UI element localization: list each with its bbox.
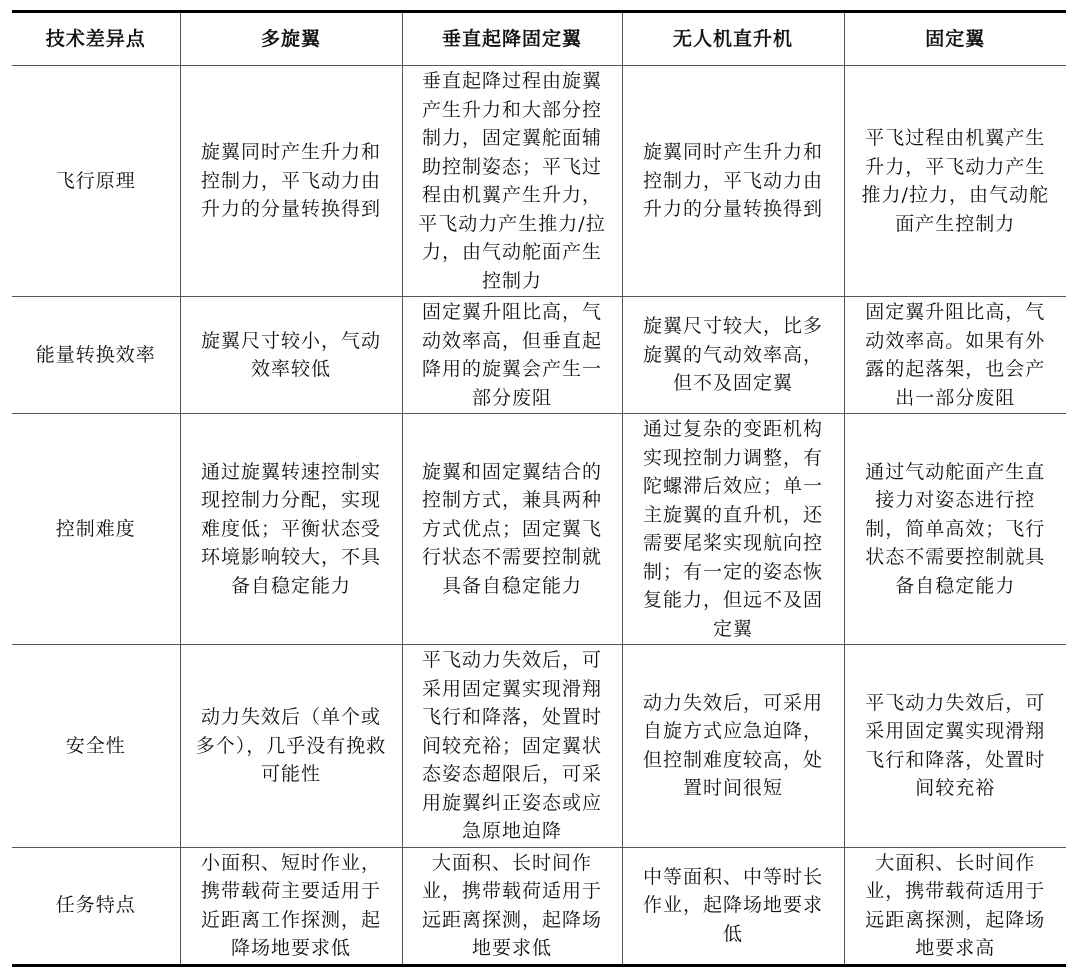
header-fixed-wing: 固定翼 — [844, 12, 1066, 66]
table-cell: 中等面积、中等时长作业，起降场地要求低 — [622, 847, 844, 965]
table-cell: 旋翼同时产生升力和控制力，平飞动力由升力的分量转换得到 — [180, 66, 402, 297]
table-cell: 动力失效后（单个或多个），几乎没有挽救可能性 — [180, 645, 402, 848]
table-cell: 大面积、长时间作业，携带载荷适用于远距离探测，起降场地要求高 — [844, 847, 1066, 965]
table-row — [12, 645, 1066, 848]
table-cell: 平飞动力失效后，可采用固定翼实现滑翔飞行和降落，处置时间较充裕 — [844, 645, 1066, 848]
table-cell: 平飞过程由机翼产生升力，平飞动力产生推力/拉力，由气动舵面产生控制力 — [844, 66, 1066, 297]
table-cell: 动力失效后，可采用自旋方式应急迫降，但控制难度较高，处置时间很短 — [622, 645, 844, 848]
table-cell: 固定翼升阻比高，气动效率高，但垂直起降用的旋翼会产生一部分废阻 — [402, 297, 622, 414]
table-row — [12, 66, 1066, 297]
table-cell: 通过复杂的变距机构实现控制力调整，有陀螺滞后效应；单一主旋翼的直升机，还需要尾桨实现航向控制；有一定的姿态恢复能力，但远不及固定翼 — [622, 414, 844, 645]
row-label-safety: 安全性 — [12, 645, 180, 848]
table-cell: 旋翼尺寸较大，比多旋翼的气动效率高，但不及固定翼 — [622, 297, 844, 414]
table-cell: 通过气动舵面产生直接力对姿态进行控制，简单高效；飞行状态不需要控制就具备自稳定能力 — [844, 414, 1066, 645]
table-cell: 固定翼升阻比高，气动效率高。如果有外露的起落架，也会产出一部分废阻 — [844, 297, 1066, 414]
table-cell: 旋翼尺寸较小，气动效率较低 — [180, 297, 402, 414]
table-cell: 旋翼同时产生升力和控制力，平飞动力由升力的分量转换得到 — [622, 66, 844, 297]
table-header-row — [12, 12, 1066, 66]
header-multirotor: 多旋翼 — [180, 12, 402, 66]
table-row — [12, 414, 1066, 645]
table-cell: 垂直起降过程由旋翼产生升力和大部分控制力，固定翼舵面辅助控制姿态；平飞过程由机翼产生升力，平飞动力产生推力/拉力，由气动舵面产生控制力 — [402, 66, 622, 297]
row-label-control-difficulty: 控制难度 — [12, 414, 180, 645]
table-cell: 旋翼和固定翼结合的控制方式，兼具两种方式优点；固定翼飞行状态不需要控制就具备自稳定能力 — [402, 414, 622, 645]
header-uav-helicopter: 无人机直升机 — [622, 12, 844, 66]
table-row — [12, 847, 1066, 965]
header-technical-difference: 技术差异点 — [12, 12, 180, 66]
table-cell: 小面积、短时作业，携带载荷主要适用于近距离工作探测，起降场地要求低 — [180, 847, 402, 965]
table-cell: 平飞动力失效后，可采用固定翼实现滑翔飞行和降落，处置时间较充裕；固定翼状态姿态超限后，可采用旋翼纠正姿态或应急原地迫降 — [402, 645, 622, 848]
row-label-flight-principle: 飞行原理 — [12, 66, 180, 297]
table-row — [12, 297, 1066, 414]
uav-comparison-table — [12, 10, 1066, 967]
header-vtol-fixed-wing: 垂直起降固定翼 — [402, 12, 622, 66]
row-label-energy-efficiency: 能量转换效率 — [12, 297, 180, 414]
table-cell: 通过旋翼转速控制实现控制力分配，实现难度低；平衡状态受环境影响较大，不具备自稳定能力 — [180, 414, 402, 645]
comparison-table-container — [12, 10, 1066, 967]
row-label-mission-characteristics: 任务特点 — [12, 847, 180, 965]
table-cell: 大面积、长时间作业，携带载荷适用于远距离探测，起降场地要求低 — [402, 847, 622, 965]
